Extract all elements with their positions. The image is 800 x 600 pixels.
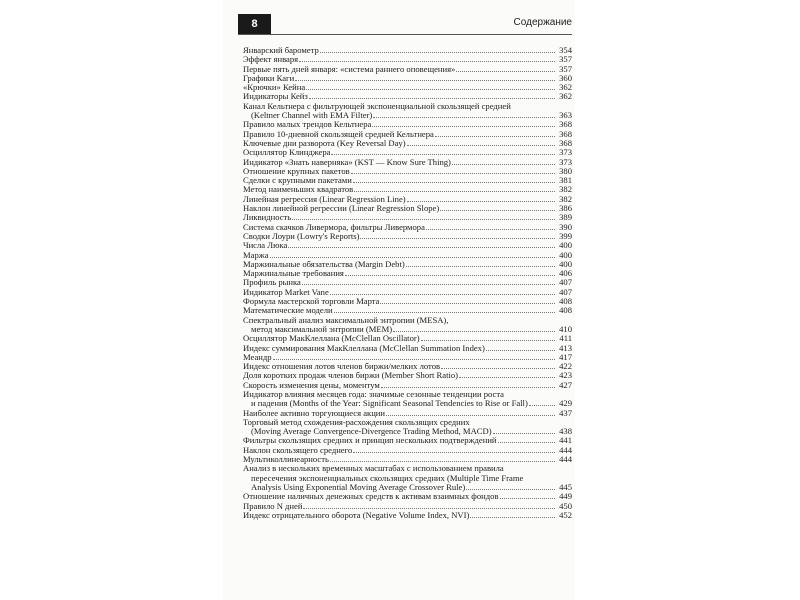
toc-page-number: 423 bbox=[559, 370, 572, 381]
toc-page-number: 381 bbox=[559, 175, 572, 186]
toc-entry-title: Правило N дней bbox=[243, 501, 303, 511]
toc-entry bbox=[243, 167, 572, 176]
toc-entry bbox=[243, 344, 572, 353]
toc-entry bbox=[243, 92, 572, 101]
toc-entry-line bbox=[243, 502, 572, 511]
toc-entry bbox=[243, 371, 572, 380]
toc-page-number: 368 bbox=[559, 137, 572, 148]
dot-leader bbox=[334, 312, 555, 313]
toc-entry-title: Ликвидность bbox=[243, 213, 292, 223]
dot-leader bbox=[381, 387, 555, 388]
dot-leader bbox=[292, 219, 555, 220]
toc-entry-line bbox=[243, 148, 572, 157]
toc-entry-line bbox=[243, 232, 572, 241]
toc-entry bbox=[243, 65, 572, 74]
toc-entry-line bbox=[243, 511, 572, 520]
toc-page-number: 413 bbox=[559, 342, 572, 353]
dot-leader bbox=[331, 154, 555, 155]
dot-leader bbox=[452, 164, 555, 165]
toc-entry-line bbox=[243, 260, 572, 269]
toc-entry-continuation bbox=[243, 474, 572, 483]
page-number: 8 bbox=[238, 14, 271, 34]
toc-entry bbox=[243, 381, 572, 390]
toc-entry-title: Индикатор «Знать наверняка» (KST — Know Sure Thing) bbox=[243, 157, 451, 167]
dot-leader bbox=[360, 238, 555, 239]
toc-entry-line bbox=[243, 492, 572, 501]
toc-entry-line bbox=[243, 241, 572, 250]
toc-page-number: 411 bbox=[559, 333, 572, 344]
toc-entry-line bbox=[243, 464, 572, 473]
toc-page-number: 444 bbox=[559, 444, 572, 455]
toc-entry-line bbox=[243, 223, 572, 232]
toc-entry bbox=[243, 148, 572, 157]
toc-entry-title: Индекс суммирования МакКлеллана (McClellan Summation Index) bbox=[243, 343, 485, 353]
toc-entry-title: Система скачков Ливермора, фильтры Ливермора bbox=[243, 222, 425, 232]
toc-entry bbox=[243, 353, 572, 362]
toc-entry bbox=[243, 232, 572, 241]
toc-entry-title: Мультиколлинеарность bbox=[243, 455, 329, 465]
toc-entry-title: Отношение наличных денежных средств к активам взаимных фондов bbox=[243, 492, 499, 502]
toc-entry bbox=[243, 390, 572, 409]
toc-entry-line bbox=[243, 92, 572, 101]
toc-page-number: 437 bbox=[559, 407, 572, 418]
toc-entry bbox=[243, 185, 572, 194]
toc-entry-line bbox=[243, 251, 572, 260]
toc-entry-title: Спектральный анализ максимальной энтропии (MESA), bbox=[243, 315, 449, 325]
dot-leader bbox=[421, 340, 555, 341]
toc-entry-line bbox=[243, 371, 572, 380]
toc-entry-continuation bbox=[243, 483, 572, 492]
toc-entry-line bbox=[243, 269, 572, 278]
toc-entry-title: Январский барометр bbox=[243, 46, 319, 55]
toc-entry-line bbox=[243, 455, 572, 464]
toc-entry-title: Меандр bbox=[243, 352, 272, 362]
toc-page-number: 400 bbox=[559, 240, 572, 251]
dot-leader bbox=[306, 89, 555, 90]
dot-leader bbox=[500, 498, 556, 499]
dot-leader bbox=[459, 377, 555, 378]
toc-page-number: 422 bbox=[559, 361, 572, 372]
toc-entry-title: Индикатор Market Vane bbox=[243, 287, 329, 297]
page-header bbox=[238, 14, 572, 34]
toc-entry-title: Анализ в нескольких временных масштабах с использованием правила bbox=[243, 464, 504, 474]
dot-leader bbox=[302, 284, 555, 285]
toc-page-number: 410 bbox=[559, 323, 572, 334]
dot-leader bbox=[330, 461, 555, 462]
dot-leader bbox=[493, 433, 555, 434]
toc-page-number: 427 bbox=[559, 379, 572, 390]
toc-page-number: 449 bbox=[559, 491, 572, 502]
toc-entry-title: Осциллятор МакКлеллана (McClellan Oscillator) bbox=[243, 334, 420, 344]
toc-page-number: 417 bbox=[559, 351, 572, 362]
toc-page-number: 400 bbox=[559, 258, 572, 269]
toc-page-number: 373 bbox=[559, 147, 572, 158]
dot-leader bbox=[270, 257, 555, 258]
toc-entry bbox=[243, 278, 572, 287]
dot-leader bbox=[330, 294, 555, 295]
toc-entry-line bbox=[243, 316, 572, 325]
toc-entry bbox=[243, 511, 572, 520]
toc-entry-line bbox=[243, 362, 572, 371]
dot-leader bbox=[426, 229, 555, 230]
toc-page-number: 408 bbox=[559, 296, 572, 307]
toc-entry-title: Осциллятор Клинджера bbox=[243, 148, 331, 158]
toc-page-number: 390 bbox=[559, 221, 572, 232]
toc-entry bbox=[243, 436, 572, 445]
toc-entry-line bbox=[243, 409, 572, 418]
toc-entry-title: Линейная регрессия (Linear Regression Line) bbox=[243, 194, 406, 204]
toc-entry-title: Фильтры скользящих средних и принцип нескольких подтверждений bbox=[243, 436, 497, 446]
toc-entry-line bbox=[243, 83, 572, 92]
toc-page-number: 363 bbox=[559, 110, 572, 121]
toc-page-number: 368 bbox=[559, 128, 572, 139]
toc-entry bbox=[243, 204, 572, 213]
dot-leader bbox=[407, 201, 555, 202]
toc-entry bbox=[243, 502, 572, 511]
toc-entry-title: Формула мастерской торговли Марта bbox=[243, 297, 380, 307]
dot-leader bbox=[353, 452, 555, 453]
toc-entry-line bbox=[243, 381, 572, 390]
toc-entry bbox=[243, 260, 572, 269]
toc-page-number: 450 bbox=[559, 500, 572, 511]
toc-page-number: 445 bbox=[559, 481, 572, 492]
toc-entry-line bbox=[243, 288, 572, 297]
toc-entry-line bbox=[243, 306, 572, 315]
toc-entry-line bbox=[243, 139, 572, 148]
header-rule bbox=[238, 34, 572, 35]
toc-page-number: 407 bbox=[559, 286, 572, 297]
dot-leader bbox=[373, 117, 555, 118]
toc-entry-title: Маржинальные обязательства (Margin Debt) bbox=[243, 259, 405, 269]
dot-leader bbox=[393, 331, 555, 332]
toc-entry-line bbox=[243, 297, 572, 306]
toc-entry-title: и падения (Months of the Year: Significant Seasonal Tendencies to Rise or Fall) bbox=[251, 399, 528, 409]
toc-page-number: 389 bbox=[559, 212, 572, 223]
toc-entry-title: Наиболее активно торгующиеся акции bbox=[243, 408, 385, 418]
toc-entry-title: Маржинальные требования bbox=[243, 269, 344, 279]
toc-entry bbox=[243, 223, 572, 232]
dot-leader bbox=[354, 191, 555, 192]
toc-entry bbox=[243, 464, 572, 492]
toc-page-number: 360 bbox=[559, 72, 572, 83]
toc-page-number: 354 bbox=[559, 45, 572, 55]
dot-leader bbox=[320, 52, 555, 53]
toc-entry-title: Эффект января bbox=[243, 55, 299, 65]
toc-entry-title: Правило 10-дневной скользящей средней Кельтнера bbox=[243, 129, 434, 139]
toc-entry-line bbox=[243, 167, 572, 176]
toc-entry bbox=[243, 446, 572, 455]
toc-entry-title: Analysis Using Exponential Moving Average Crossover Rule) bbox=[251, 482, 466, 492]
toc-entry bbox=[243, 55, 572, 64]
toc-entry-line bbox=[243, 55, 572, 64]
toc-page-number: 368 bbox=[559, 119, 572, 130]
toc-page-number: 399 bbox=[559, 230, 572, 241]
toc-page-number: 382 bbox=[559, 184, 572, 195]
toc-entry-title: Наклон линейной регрессии (Linear Regression Slope) bbox=[243, 204, 440, 214]
dot-leader bbox=[309, 98, 555, 99]
toc-page-number: 373 bbox=[559, 156, 572, 167]
toc-entry-line bbox=[243, 176, 572, 185]
toc-entry-line bbox=[243, 446, 572, 455]
toc-entry bbox=[243, 241, 572, 250]
toc-page-number: 380 bbox=[559, 165, 572, 176]
toc-entry bbox=[243, 158, 572, 167]
toc-entry bbox=[243, 74, 572, 83]
toc-entry bbox=[243, 316, 572, 335]
toc-entry-line bbox=[243, 65, 572, 74]
toc-entry bbox=[243, 251, 572, 260]
toc-entry bbox=[243, 130, 572, 139]
toc-entry-title: метод максимальной энтропии (MEM) bbox=[251, 324, 393, 334]
toc-entry-line bbox=[243, 418, 572, 427]
dot-leader bbox=[380, 303, 555, 304]
toc-entry-line bbox=[243, 185, 572, 194]
dot-leader bbox=[470, 517, 555, 518]
section-title: Содержание bbox=[513, 17, 572, 28]
toc-entry bbox=[243, 176, 572, 185]
dot-leader bbox=[406, 266, 555, 267]
toc-entry-line bbox=[243, 390, 572, 399]
dot-leader bbox=[351, 173, 555, 174]
dot-leader bbox=[456, 71, 555, 72]
toc-page-number: 438 bbox=[559, 426, 572, 437]
toc-entry-line bbox=[243, 74, 572, 83]
toc-entry bbox=[243, 139, 572, 148]
toc-entry-title: Метод наименьших квадратов bbox=[243, 185, 354, 195]
toc-entry-title: Скорость изменения цены, моментум bbox=[243, 380, 380, 390]
toc-entry-title: Отношение крупных пакетов bbox=[243, 166, 350, 176]
toc-entry-continuation bbox=[243, 427, 572, 436]
toc-entry-line bbox=[243, 195, 572, 204]
toc-entry bbox=[243, 120, 572, 129]
dot-leader bbox=[486, 350, 555, 351]
toc-page-number: 400 bbox=[559, 249, 572, 260]
dot-leader bbox=[440, 210, 555, 211]
toc-entry-title: Индекс отношения лотов членов биржи/мелких лотов bbox=[243, 362, 441, 372]
toc-page-number: 362 bbox=[559, 82, 572, 93]
toc-page-number: 441 bbox=[559, 435, 572, 446]
toc-entry-line bbox=[243, 344, 572, 353]
toc-page-number: 406 bbox=[559, 268, 572, 279]
toc-entry bbox=[243, 269, 572, 278]
toc-entry-continuation bbox=[243, 399, 572, 408]
toc-entry bbox=[243, 83, 572, 92]
dot-leader bbox=[295, 80, 555, 81]
toc-entry-title: Доля коротких продаж членов биржи (Member Short Ratio) bbox=[243, 371, 458, 381]
toc-entry-title: Профиль рынка bbox=[243, 278, 301, 288]
toc-entry-line bbox=[243, 158, 572, 167]
toc-page-number: 444 bbox=[559, 454, 572, 465]
toc-page-number: 429 bbox=[559, 398, 572, 409]
dot-leader bbox=[372, 126, 555, 127]
toc-entry-title: (Keltner Channel with EMA Filter) bbox=[251, 111, 373, 121]
toc-entry-line bbox=[243, 102, 572, 111]
toc-page-number: 407 bbox=[559, 277, 572, 288]
toc-entry bbox=[243, 306, 572, 315]
toc-entry-title: Сводки Лоури (Lowry's Reports) bbox=[243, 231, 360, 241]
dot-leader bbox=[273, 359, 555, 360]
toc-entry-title: Правило малых трендов Кельтнера bbox=[243, 120, 372, 130]
table-of-contents bbox=[243, 46, 572, 520]
dot-leader bbox=[345, 275, 555, 276]
toc-page-number: 452 bbox=[559, 509, 572, 520]
toc-entry bbox=[243, 213, 572, 222]
dot-leader bbox=[288, 247, 555, 248]
toc-entry bbox=[243, 46, 572, 55]
toc-entry-title: (Moving Average Convergence-Divergence Trading Method, MACD) bbox=[251, 427, 492, 437]
toc-entry-title: Графики Каги bbox=[243, 73, 295, 83]
toc-entry-continuation bbox=[243, 325, 572, 334]
toc-entry-title: Первые пять дней января: «система раннего оповещения» bbox=[243, 64, 456, 74]
toc-entry bbox=[243, 195, 572, 204]
toc-entry-title: пересечения экспоненциальных скользящих средних (Multiple Time Frame bbox=[251, 473, 524, 483]
toc-entry bbox=[243, 102, 572, 121]
toc-entry-title: Ключевые дни разворота (Key Reversal Day) bbox=[243, 138, 406, 148]
toc-entry-title: Индикатор влияния месяцев года: значимые сезонные тенденции роста bbox=[243, 389, 504, 399]
dot-leader bbox=[441, 368, 555, 369]
toc-entry bbox=[243, 492, 572, 501]
toc-page-number: 362 bbox=[559, 91, 572, 102]
toc-entry-line bbox=[243, 213, 572, 222]
toc-entry-line bbox=[243, 120, 572, 129]
toc-entry-title: Канал Кельтнера с фильтрующей экспоненциальной скользящей средней bbox=[243, 101, 511, 111]
toc-entry-title: Индекс отрицательного оборота (Negative Volume Index, NVI) bbox=[243, 510, 470, 520]
toc-entry-continuation bbox=[243, 111, 572, 120]
toc-page-number: 357 bbox=[559, 54, 572, 65]
toc-entry bbox=[243, 409, 572, 418]
toc-entry bbox=[243, 455, 572, 464]
dot-leader bbox=[435, 136, 555, 137]
toc-entry bbox=[243, 288, 572, 297]
toc-entry-title: Торговый метод схождения-расхождения скользящих средних bbox=[243, 417, 470, 427]
toc-entry-title: Наклон скользящего среднего bbox=[243, 445, 353, 455]
toc-entry bbox=[243, 334, 572, 343]
toc-entry bbox=[243, 418, 572, 437]
toc-entry-line bbox=[243, 353, 572, 362]
toc-entry-title: Математические модели bbox=[243, 306, 333, 316]
toc-entry-title: Сделки с крупными пакетами bbox=[243, 176, 352, 186]
toc-entry bbox=[243, 297, 572, 306]
toc-entry-line bbox=[243, 436, 572, 445]
toc-entry-line bbox=[243, 46, 572, 55]
toc-entry-line bbox=[243, 204, 572, 213]
toc-page-number: 408 bbox=[559, 305, 572, 316]
dot-leader bbox=[386, 415, 555, 416]
toc-page-number: 382 bbox=[559, 193, 572, 204]
toc-entry-title: Числа Люка bbox=[243, 241, 288, 251]
dot-leader bbox=[466, 489, 555, 490]
toc-entry-line bbox=[243, 278, 572, 287]
dot-leader bbox=[303, 508, 555, 509]
dot-leader bbox=[407, 145, 555, 146]
toc-entry-title: Маржа bbox=[243, 250, 269, 260]
toc-entry-title: Индикаторы Кейз bbox=[243, 92, 308, 102]
toc-page-number: 386 bbox=[559, 203, 572, 214]
dot-leader bbox=[498, 442, 555, 443]
toc-entry-line bbox=[243, 334, 572, 343]
toc-page-number: 357 bbox=[559, 63, 572, 74]
toc-entry-title: «Крючки» Кейна bbox=[243, 83, 306, 93]
dot-leader bbox=[299, 61, 555, 62]
toc-entry-line bbox=[243, 130, 572, 139]
toc-entry bbox=[243, 362, 572, 371]
dot-leader bbox=[529, 405, 555, 406]
dot-leader bbox=[353, 182, 555, 183]
